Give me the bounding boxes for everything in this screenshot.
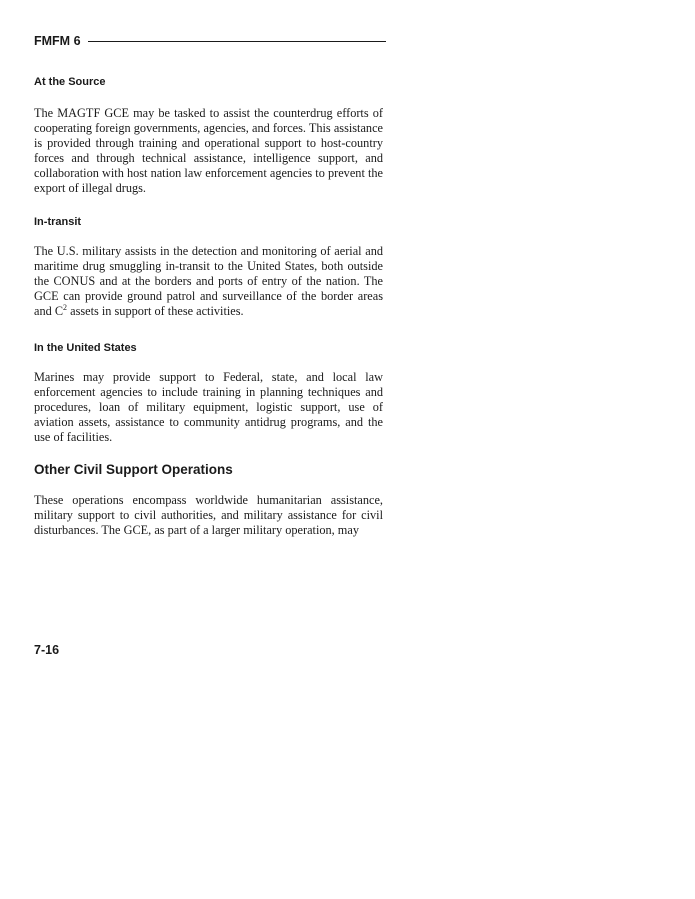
paragraph-in-transit bbox=[34, 244, 383, 319]
paragraph-other-civil-support-operations: These operations encompass worldwide humanitarian assistance, military support to civil authorities, and military assistance for civil disturbances. The GCE, as part of a larger military operation, may bbox=[34, 493, 383, 537]
subheading-in-transit: In-transit bbox=[34, 216, 82, 228]
running-header bbox=[34, 34, 386, 48]
subheading-in-the-united-states: In the United States bbox=[34, 342, 137, 354]
superscript-2: 2 bbox=[63, 302, 68, 312]
header-rule bbox=[88, 41, 386, 42]
paragraph-at-the-source: The MAGTF GCE may be tasked to assist the counterdrug efforts of cooperating foreign governments, agencies, and forces. This assistance is provided through training and operational support to host-country forces and through technical assistance, intelligence support, and collaboration with host nation law enforcement agencies to prevent the export of illegal drugs. bbox=[34, 106, 383, 195]
heading-other-civil-support-operations: Other Civil Support Operations bbox=[34, 462, 233, 477]
paragraph-in-the-united-states: Marines may provide support to Federal, state, and local law enforcement agencies to include training in planning techniques and procedures, loan of military equipment, logistic support, use of aviation assets, assistance to community antidrug programs, and the use of facilities. bbox=[34, 370, 383, 444]
paragraph-in-transit-text: The U.S. military assists in the detection and monitoring of aerial and maritime drug smuggling in-transit to the United States, both outside the CONUS and at the borders and ports of entry of the nation. The GCE can provide ground patrol and surveillance of the border areas and C bbox=[34, 244, 383, 318]
page-content bbox=[34, 76, 383, 538]
subheading-at-the-source: At the Source bbox=[34, 76, 106, 88]
header-label: FMFM 6 bbox=[34, 34, 81, 48]
paragraph-in-transit-tail: assets in support of these activities. bbox=[67, 304, 244, 318]
page-number: 7-16 bbox=[34, 643, 60, 657]
